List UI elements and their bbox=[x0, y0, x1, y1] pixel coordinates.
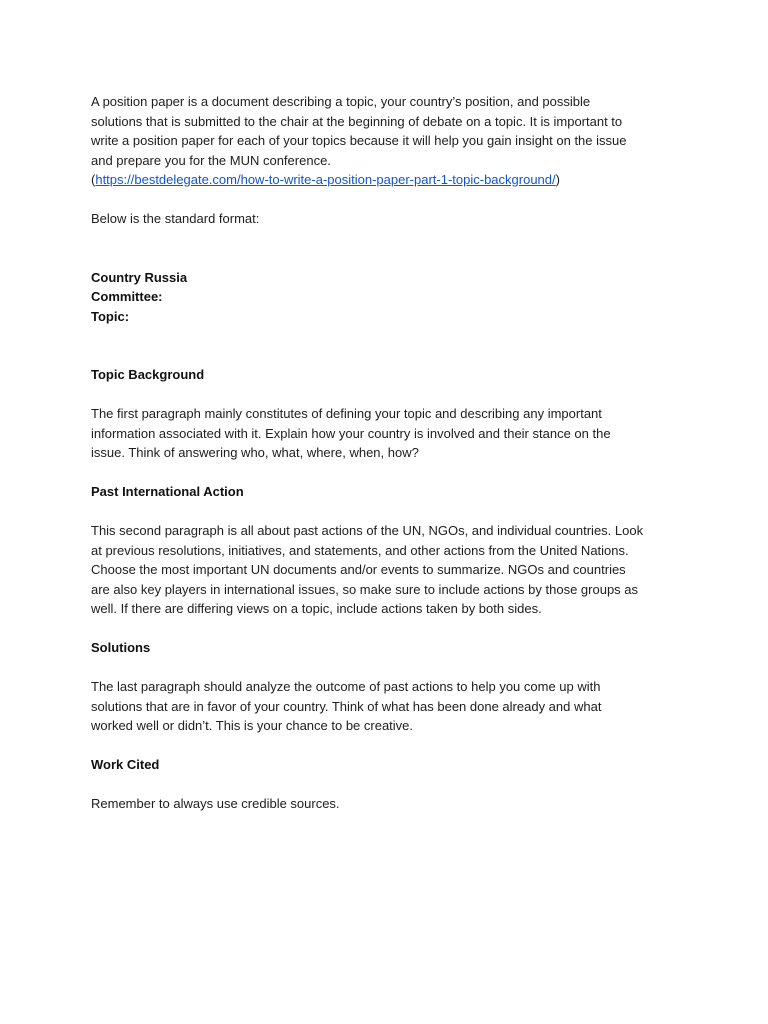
header-fields bbox=[91, 268, 688, 327]
country-field: Country Russia bbox=[91, 269, 188, 285]
paragraph-line: well. If there are differing views on a topic, include actions taken by both sides. bbox=[91, 601, 542, 616]
topic-background-heading: Topic Background bbox=[91, 367, 205, 382]
paragraph-line: issue. Think of answering who, what, where, when, how? bbox=[91, 445, 419, 460]
paragraph-line: This second paragraph is all about past actions of the UN, NGOs, and individual countries. Look bbox=[91, 523, 644, 538]
paragraph-line: at previous resolutions, initiatives, and statements, and other actions from the United Nations. bbox=[91, 542, 629, 558]
work-cited-heading: Work Cited bbox=[91, 757, 160, 772]
paragraph-line: Remember to always use credible sources. bbox=[91, 796, 340, 811]
paragraph-line: The last paragraph should analyze the outcome of past actions to help you come up with bbox=[91, 679, 601, 694]
paragraph-line: solutions that are in favor of your country. Think of what has been done already and what bbox=[91, 698, 602, 714]
paragraph-line: are also key players in international issues, so make sure to include actions by those groups as bbox=[91, 581, 639, 597]
intro-line: solutions that is submitted to the chair at the beginning of debate on a topic. It is important to bbox=[91, 113, 623, 129]
solutions-heading: Solutions bbox=[91, 640, 151, 655]
format-label: Below is the standard format: bbox=[91, 211, 260, 226]
intro-line: write a position paper for each of your topics because it will help you gain insight on the issue bbox=[91, 133, 627, 148]
intro-line: and prepare you for the MUN conference. bbox=[91, 152, 331, 168]
paragraph-line: The first paragraph mainly constitutes of defining your topic and describing any important bbox=[91, 406, 602, 421]
topic-background-paragraph bbox=[91, 404, 688, 463]
link-open-paren: ( bbox=[91, 172, 96, 187]
source-link-line bbox=[91, 170, 688, 190]
intro-paragraph bbox=[91, 92, 688, 190]
link-close-paren: ) bbox=[555, 172, 560, 187]
source-link[interactable]: https://bestdelegate.com/how-to-write-a-position-paper-part-1-topic-background/ bbox=[95, 172, 556, 187]
solutions-paragraph bbox=[91, 677, 688, 736]
work-cited-paragraph bbox=[91, 794, 688, 814]
paragraph-line: Choose the most important UN documents and/or events to summarize. NGOs and countries bbox=[91, 562, 626, 577]
intro-line: A position paper is a document describing a topic, your country’s position, and possible bbox=[91, 94, 591, 109]
past-action-heading: Past International Action bbox=[91, 484, 244, 499]
paragraph-line: information associated with it. Explain how your country is involved and their stance on the bbox=[91, 425, 611, 441]
committee-field: Committee: bbox=[91, 289, 163, 304]
past-action-paragraph bbox=[91, 521, 688, 619]
topic-field: Topic: bbox=[91, 308, 130, 324]
paragraph-line: worked well or didn’t. This is your chance to be creative. bbox=[91, 718, 414, 733]
